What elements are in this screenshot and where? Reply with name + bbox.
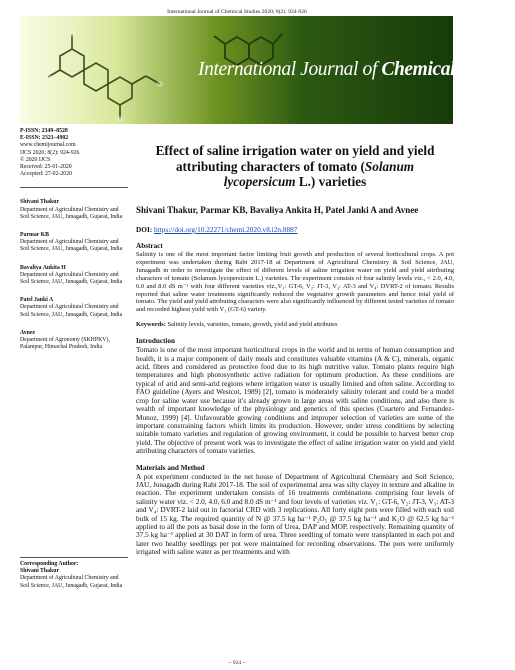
corresponding-author — [20, 561, 128, 590]
affiliation-author-name: Parmar KB — [20, 232, 50, 239]
introduction-section — [136, 337, 454, 455]
article-title: Effect of saline irrigation water on yield and yield attributing characters of tomato (Solanum lycopersicum L.) varieties — [155, 143, 435, 189]
corresponding-name: Shivani Thakur — [20, 568, 60, 575]
page-number: ~ 924 ~ — [228, 660, 246, 666]
doi-label: DOI: — [136, 225, 153, 234]
affiliation-block — [20, 199, 128, 221]
p-issn: P-ISSN: 2349–8528 — [20, 128, 68, 134]
corresponding-label: Corresponding Author: — [20, 561, 79, 567]
affiliation-author-name: Patel Janki A — [20, 297, 54, 304]
abstract-text: Salinity is one of the most important factor limiting fruit growth and production of several horticultural crops. A pot experiment was undertaken during Rabi 2017-18 at Department of Agricultural Chemistry & Soil Science, JAU, Junagadh in order to investigate the effect of different levels of saline irrigation water on yield and yield attributing characters of tomato (Solanum lycopersicum L.) varieties. The experiment consists of four salinity levels viz., < 2.0, 4.0, 6.0 and 8.0 dS m⁻¹ with four different varieties viz.,V₁: GT-6, V₂: JT-3, V₃: AT-3 and V₄: DVRT-2 of tomato. Results reported that saline water treatments significantly reduced the vegetative growth parameters and hence total yield of tomato. The yield and yield attributing characters were also significantly influenced by different tested varieties of tomato and recorded highest yield with V₁ (GT-6) variety. — [136, 251, 454, 314]
affiliation-text: Department of Agricultural Chemistry and Soil Science, JAU, Junagadh, Gujarat, India — [20, 304, 123, 318]
materials-heading: Materials and Method — [136, 463, 205, 472]
journal-title: International Journal of Chemical Studies — [198, 59, 515, 80]
volume-info: IJCS 2020; 8(2): 924-926 — [20, 149, 80, 156]
divider — [20, 557, 128, 558]
accepted-date: Accepted: 27-02-2020 — [20, 171, 72, 178]
materials-text: A pot experiment conducted in the net house of Department of Agricultural Chemistry and Soil Science, JAU, Junagadh during Rabi 2017-18. The soil of experimental area was silty clayey in texture and alkaline in reaction. The experiment undertaken consists of 16 treatments combinations comprising four levels of salinity water viz. < 2.0, 4.0, 6.0 and 8.0 dS m⁻¹ and four levels of varieties viz. V₁: GT-6, V₂: JT-3, V₃: AT-3 and V₄: DVRT-2 laid out in factorial CRD with 3 replications. All forty eight pots were filled with each soil bulk of 15 kg. The required quantity of N @ 37.5 kg ha⁻¹ P₂O₅ @ 37.5 kg ha⁻¹ and K₂O @ 62.5 kg ha⁻¹ applied to all the pots as basal dose in the form of Urea, DAP and MOP, respectively. Remaining quantity of 37.5 kg ha⁻¹ applied at 30 DAT in form of urea. Three seedling of tomato were transplanted in each pot and later two healthy seedlings per pot were maintained for recording observations. The pots were uniformly irrigated with saline water as per treatments and with — [136, 472, 454, 557]
divider — [20, 187, 128, 188]
affiliation-author-name: Avnee — [20, 329, 36, 336]
abstract-section — [136, 242, 454, 314]
introduction-text: Tomato is one of the most important horticultural crops in the world and in terms of human consumption and health, it is a major component of daily meals and constitutes valuable vitamins (A & C), minerals, organic acid, fibres and considered as protective food due to its high nutritive value. Tomato plants require high temperatures and high photosynthetic active radiation for optimum production. As these conditions are typical of arid and semi-arid regions where irrigation water is usually limited and often saline. According to FAO guideline (Ayers and Westcot, 1989) [2], tomato is moderately salinity tolerant and could be a model crop for saline water use because it's already grown in large areas with saline conditions, and also there is wealth of important knowledge of the physiology and genetics of this species (Cuartero and Fernandez-Munoz, 1999) [4]. Unfavourable growing conditions and improper selection of varieties are some of the important constraining factors which limits its production. However, under stress conditions by selecting suitable tomato varieties and regulation of growing environment, it could be possible to harvest better crop yield. The objective of present work was to investigate the effect of saline irrigation water on yield and yield attributing characters of tomato varieties. — [136, 346, 454, 456]
affiliation-author-name: Bavaliya Ankita H — [20, 264, 66, 271]
copyright: © 2020 IJCS — [20, 156, 51, 163]
journal-url[interactable]: www.chemijournal.com — [20, 142, 76, 149]
main-content — [136, 143, 454, 557]
affiliation-text: Department of Agronomy (SKHPKV), Palampur, Himachal Pradesh, India — [20, 337, 110, 351]
introduction-heading: Introduction — [136, 337, 176, 346]
abstract-heading: Abstract — [136, 242, 163, 250]
doi-link[interactable]: https://doi.org/10.22271/chemi.2020.v8.i2n.8887 — [154, 225, 298, 234]
author-list: Shivani Thakur, Parmar KB, Bavaliya Ankita H, Patel Janki A and Avnee — [136, 204, 419, 215]
doi-line — [136, 225, 454, 234]
keywords-text: Salinity levels, varieties, tomato, growth, yield and yield attributes — [167, 321, 338, 329]
keywords — [136, 321, 454, 329]
e-issn: E-ISSN: 2321–4902 — [20, 135, 69, 142]
keywords-label: Keywords: — [136, 321, 166, 329]
affiliation-block — [20, 232, 128, 254]
affiliation-text: Department of Agricultural Chemistry and Soil Science, JAU, Junagadh, Gujarat, India — [20, 206, 123, 220]
affiliation-block — [20, 265, 128, 287]
affiliation-author-name: Shivani Thakur — [20, 199, 60, 206]
affiliation-text: Department of Agricultural Chemistry and Soil Science, JAU, Junagadh, Gujarat, India — [20, 239, 123, 253]
materials-section — [136, 464, 454, 557]
received-date: Received: 25-01-2020 — [20, 164, 72, 171]
running-head: International Journal of Chemical Studies 2020; 8(2): 924-926 — [167, 9, 307, 15]
corresponding-affiliation: Department of Agricultural Chemistry and Soil Science, JAU, Junagadh, Gujarat, India — [20, 575, 123, 589]
affiliation-block — [20, 297, 128, 319]
left-sidebar — [20, 128, 128, 351]
journal-banner — [20, 16, 515, 124]
affiliation-block — [20, 330, 128, 352]
affiliation-text: Department of Agricultural Chemistry and Soil Science, JAU, Junagadh, Gujarat, India — [20, 271, 123, 286]
